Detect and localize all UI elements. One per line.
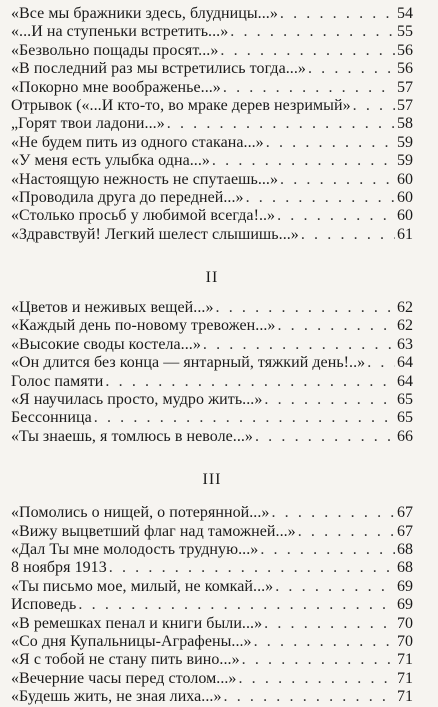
toc-entry-title: «Настоящую нежность не спутаешь...» — [11, 170, 279, 188]
dot-leader — [167, 115, 395, 133]
toc-entry-title: 8 ноября 1913 — [11, 559, 107, 577]
toc-entry-title: «Вижу выцветший флаг над таможней...» — [11, 522, 296, 540]
toc-entry-page: 67 — [397, 504, 413, 522]
toc-entry — [11, 428, 413, 446]
toc-entry — [11, 299, 413, 317]
toc-entry-title: «Высокие своды костела...» — [11, 335, 201, 353]
toc-entry-title: Голос памяти — [11, 372, 104, 390]
dot-leader — [223, 79, 395, 97]
toc-entry-title: «Я научилась просто, мудро жить...» — [11, 391, 263, 409]
toc-entry-title: «Здравствуй! Легкий шелест слышишь...» — [11, 225, 299, 243]
dot-leader — [105, 373, 395, 391]
dot-leader — [246, 189, 395, 207]
dot-leader — [367, 354, 395, 372]
toc-entry-page: 58 — [397, 115, 413, 133]
toc-entry-title: «Каждый день по-новому тревожен...» — [11, 317, 276, 335]
dot-leader — [94, 409, 395, 427]
toc-entry-title: «Будешь жить, не зная лиха...» — [11, 688, 222, 706]
toc-entry-title: «Ты знаешь, я томлюсь в неволе...» — [11, 427, 253, 445]
toc-entry-title: «В последний раз мы встретились тогда...» — [11, 60, 306, 78]
toc-entry — [11, 115, 413, 133]
dot-leader — [264, 391, 395, 409]
toc-entry-page: 57 — [397, 96, 413, 114]
dot-leader — [242, 651, 395, 669]
toc-entry-title: «Безвольно пощады просят...» — [11, 41, 219, 59]
toc-entry-page: 60 — [397, 188, 413, 206]
toc-entry-page: 71 — [397, 688, 413, 706]
toc-entry-page: 69 — [397, 577, 413, 595]
toc-entry-title: «Со дня Купальницы-Аграфены...» — [11, 632, 252, 650]
toc-entry — [11, 596, 413, 614]
toc-entry — [11, 578, 413, 596]
dot-leader — [78, 596, 395, 614]
dot-leader — [280, 5, 395, 23]
toc-entry — [11, 409, 413, 427]
toc-entry — [11, 504, 413, 522]
toc-entry-page: 62 — [397, 299, 413, 317]
dot-leader — [260, 541, 395, 559]
toc-entry-page: 70 — [397, 614, 413, 632]
toc-entry — [11, 688, 413, 706]
toc-entry-title: „Горят твои ладони...» — [11, 115, 165, 133]
toc-entry-page: 59 — [397, 133, 413, 151]
dot-leader — [271, 504, 395, 522]
toc-entry-page: 71 — [397, 669, 413, 687]
toc-entry-title: Бессонница — [11, 409, 92, 427]
toc-section-1 — [11, 5, 413, 244]
toc-entry-page: 70 — [397, 632, 413, 650]
toc-entry-title: Исповедь — [11, 596, 77, 614]
toc-entry-title: «Помолись о нищей, о потерянной...» — [11, 504, 270, 522]
dot-leader — [216, 299, 396, 317]
toc-entry-page: 54 — [397, 5, 413, 22]
toc-entry-title: «Столько просьб у любимой всегда!..» — [11, 207, 276, 225]
toc-entry-page: 71 — [397, 651, 413, 669]
toc-entry-page: 57 — [397, 78, 413, 96]
toc-entry — [11, 317, 413, 335]
toc-entry-page: 69 — [397, 596, 413, 614]
toc-entry — [11, 5, 413, 23]
dot-leader — [308, 60, 395, 78]
dot-leader — [203, 336, 395, 354]
toc-entry — [11, 189, 413, 207]
toc-entry — [11, 391, 413, 409]
toc-section-3 — [11, 504, 413, 706]
toc-entry-page: 64 — [397, 372, 413, 390]
dot-leader — [277, 317, 395, 335]
toc-entry-page: 64 — [397, 354, 413, 372]
toc-entry-title: «В ремешках пенал и книги были...» — [11, 614, 263, 632]
toc-entry — [11, 134, 413, 152]
toc-entry — [11, 171, 413, 189]
toc-entry-page: 59 — [397, 152, 413, 170]
toc-entry-title: «Он длится без конца — янтарный, тяжкий день!..» — [11, 354, 366, 372]
toc-entry-page: 66 — [397, 427, 413, 445]
toc-entry-page: 68 — [397, 540, 413, 558]
toc-entry — [11, 97, 413, 115]
dot-leader — [220, 42, 395, 60]
toc-entry-page: 67 — [397, 522, 413, 540]
dot-leader — [224, 688, 396, 706]
toc-entry — [11, 152, 413, 170]
toc-entry-title: «Покорно мне воображенье...» — [11, 78, 221, 96]
section-heading-ii: II — [205, 269, 219, 287]
toc-entry-page: 60 — [397, 170, 413, 188]
toc-entry — [11, 42, 413, 60]
toc-entry — [11, 633, 413, 651]
dot-leader — [298, 523, 395, 541]
toc-entry-title: Отрывок («...И кто-то, во мраке дерев незримый» — [11, 96, 351, 114]
toc-entry-page: 55 — [397, 23, 413, 41]
toc-entry-page: 62 — [397, 317, 413, 335]
dot-leader — [280, 171, 395, 189]
toc-entry-page: 65 — [397, 409, 413, 427]
toc-entry — [11, 615, 413, 633]
dot-leader — [353, 97, 395, 115]
toc-entry — [11, 79, 413, 97]
dot-leader — [255, 428, 395, 446]
toc-entry — [11, 670, 413, 688]
dot-leader — [275, 578, 395, 596]
toc-entry — [11, 23, 413, 41]
toc-entry-title: «Не будем пить из одного стакана...» — [11, 133, 264, 151]
toc-entry-page: 63 — [397, 335, 413, 353]
toc-entry — [11, 559, 413, 577]
dot-leader — [264, 615, 395, 633]
toc-entry-title: «Дал Ты мне молодость трудную...» — [11, 540, 259, 558]
toc-entry-title: «Ты письмо мое, милый, не комкай...» — [11, 577, 274, 595]
toc-entry-title: «У меня есть улыбка одна...» — [11, 152, 210, 170]
dot-leader — [301, 226, 395, 244]
toc-entry — [11, 523, 413, 541]
toc-entry — [11, 373, 413, 391]
toc-entry-title: «Все мы бражники здесь, блудницы...» — [11, 5, 278, 22]
toc-entry-title: «...И на ступеньки встретить...» — [11, 23, 229, 41]
toc-entry — [11, 226, 413, 244]
toc-entry — [11, 336, 413, 354]
toc-entry-title: «Цветов и неживых вещей...» — [11, 299, 214, 317]
toc-entry-title: «Вечерние часы перед столом...» — [11, 669, 237, 687]
toc-entry-page: 56 — [397, 41, 413, 59]
dot-leader — [266, 134, 395, 152]
dot-leader — [230, 23, 395, 41]
dot-leader — [238, 670, 395, 688]
toc-entry — [11, 651, 413, 669]
section-heading-iii: III — [202, 471, 222, 489]
toc-entry — [11, 541, 413, 559]
toc-entry-page: 61 — [397, 225, 413, 243]
dot-leader — [277, 207, 395, 225]
toc-entry-page: 56 — [397, 60, 413, 78]
toc-entry-page: 68 — [397, 559, 413, 577]
toc-entry — [11, 207, 413, 225]
dot-leader — [212, 152, 395, 170]
toc-entry-title: «Проводила друга до передней...» — [11, 188, 244, 206]
toc-entry — [11, 354, 413, 372]
dot-leader — [254, 633, 395, 651]
toc-entry-page: 65 — [397, 391, 413, 409]
toc-entry — [11, 60, 413, 78]
toc-section-2 — [11, 299, 413, 446]
dot-leader — [109, 559, 395, 577]
toc-entry-page: 60 — [397, 207, 413, 225]
toc-entry-title: «Я с тобой не стану пить вино...» — [11, 651, 240, 669]
